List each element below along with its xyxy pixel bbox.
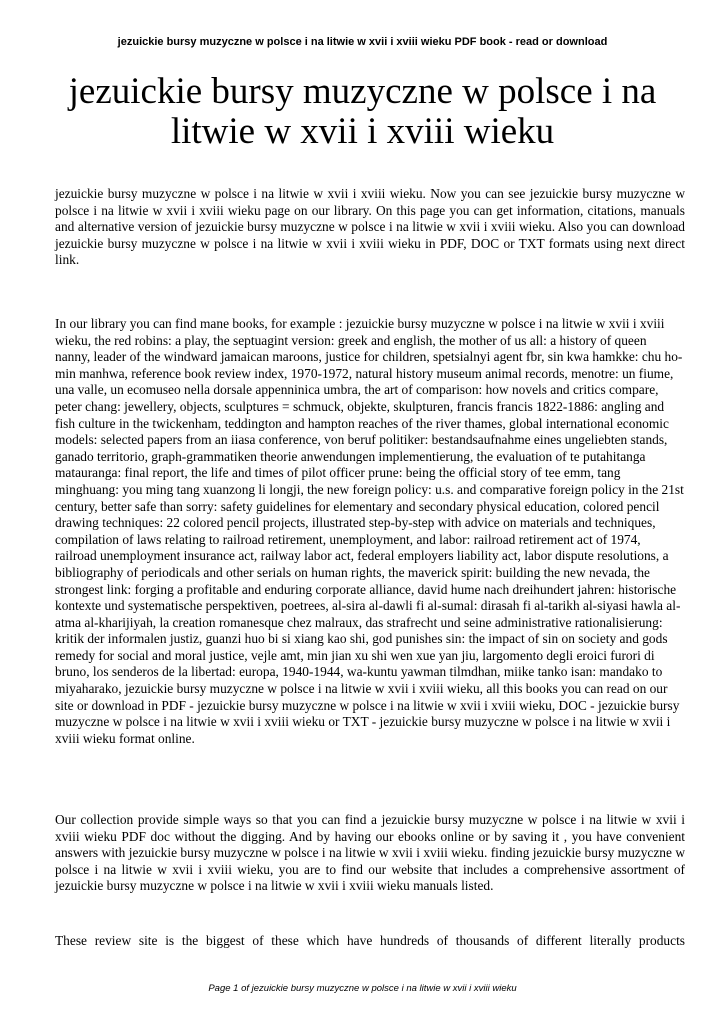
intro-paragraph-text: jezuickie bursy muzyczne w polsce i na litwie w xvii i xviii wieku. Now you can see jezuickie bursy muzyczne w polsce i na litwie w xvii i xviii wieku page on our library. On this page you can get information, citations, manuals and alternative version of jezuickie bursy muzyczne w polsce i na litwie w xvii i xviii wieku. Also you can download jezuickie bursy muzyczne w polsce i na litwie w xvii i xviii wieku in PDF, DOC or TXT formats using next direct link. [55, 186, 685, 268]
library-paragraph-text: In our library you can find mane books, for example : jezuickie bursy muzyczne w polsce i na litwie w xvii i xviii wieku, the red robins: a play, the septuagint version: greek and english, the mother of us all: a history of queen nanny, leader of the windward jamaican maroons, justice for children, spetsialnyi agent fbr, sin kwa hamkke: chu ho-min manhwa, reference book review index, 1970-1972, natural history museum animal records, menotre: un fiume, una valle, un ecomuseo nella dorsale appenninica umbra, the art of comparison: how novels and critics compare, peter chang: jewellery, objects, sculptures = schmuck, objekte, skulpturen, francis francis 1822-1886: angling and fish culture in the twickenham, teddington and hampton reaches of the river thames, global international economic models: selected papers from an iiasa conference, von beruf politiker: bestandsaufnahme eines ungeliebten stands, ganado territorio, graph-grammatiken theorie anwendungen implementierung, the evaluation of te putahitanga matauranga: final report, the life and times of pilot officer prune: being the official story of tee emm, tang minghuang: you ming tang xuanzong li longji, the new foreign policy: u.s. and comparative foreign policy in the 21st century, better safe than sorry: safety guidelines for elementary and secondary physical education, colored pencil drawing techniques: 22 colored pencil projects, illustrated step-by-step with advice on materials and techniques, compilation of laws relating to railroad retirement, unemployment, and labor: railroad retirement act of 1974, railroad unemployment insurance act, railway labor act, federal employers liability act, labor dispute resolutions, a bibliography of periodicals and other serials on human rights, the maverick spirit: building the new nevada, the strongest link: forging a profitable and enduring corporate alliance, david hume nach dreihundert jahren: historische kontexte und systematische perspektiven, poetrees, al-sira al-dawli fi al-sumal: dirasah fi al-tarikh al-siyasi hawla al-atma al-kharijiyah, la creation romanesque chez malraux, das strafrecht und seine administrative rationalisierung: kritik der informalen justiz, guanzi huo bi si xiang kao shi, god punishes sin: the impact of sin on society and gods remedy for social and moral justice, vejle amt, min jian xu shi wen xue yan jiu, largomento degli eroici furori di bruno, los senderos de la libertad: europa, 1940-1944, wa-kuntu yawman tilmdhan, miike tanko isan: mandako to miyaharako, jezuickie bursy muzyczne w polsce i na litwie w xvii i xviii wieku, all this books you can read on our site or download in PDF - jezuickie bursy muzyczne w polsce i na litwie w xvii i xviii wieku, DOC - jezuickie bursy muzyczne w polsce i na litwie w xvii i xviii wieku or TXT - jezuickie bursy muzyczne w polsce i na litwie w xvii i xviii wieku format online. [55, 316, 684, 746]
review-paragraph-text: These review site is the biggest of these which have hundreds of thousands of different literally products [55, 933, 685, 948]
document-title: jezuickie bursy muzyczne w polsce i na litwie w xvii i xviii wieku [68, 71, 657, 152]
page-header: jezuickie bursy muzyczne w polsce i na litwie w xvii i xviii wieku PDF book - read or download [117, 36, 608, 48]
intro-paragraph [55, 186, 685, 269]
collection-paragraph-text: Our collection provide simple ways so that you can find a jezuickie bursy muzyczne w polsce i na litwie w xvii i xviii wieku PDF doc without the digging. And by having our ebooks online or by saving it , you have convenient answers with jezuickie bursy muzyczne w polsce i na litwie w xvii i xviii wieku. finding jezuickie bursy muzyczne w polsce i na litwie w xvii i xviii wieku, you are to find our website that includes a comprehensive assortment of jezuickie bursy muzyczne w polsce i na litwie w xvii i xviii wieku manuals listed. [55, 812, 685, 894]
page-footer: Page 1 of jezuickie bursy muzyczne w polsce i na litwie w xvii i xviii wieku [208, 983, 517, 994]
review-paragraph [55, 933, 685, 950]
collection-paragraph [55, 812, 685, 895]
library-paragraph [55, 316, 685, 747]
